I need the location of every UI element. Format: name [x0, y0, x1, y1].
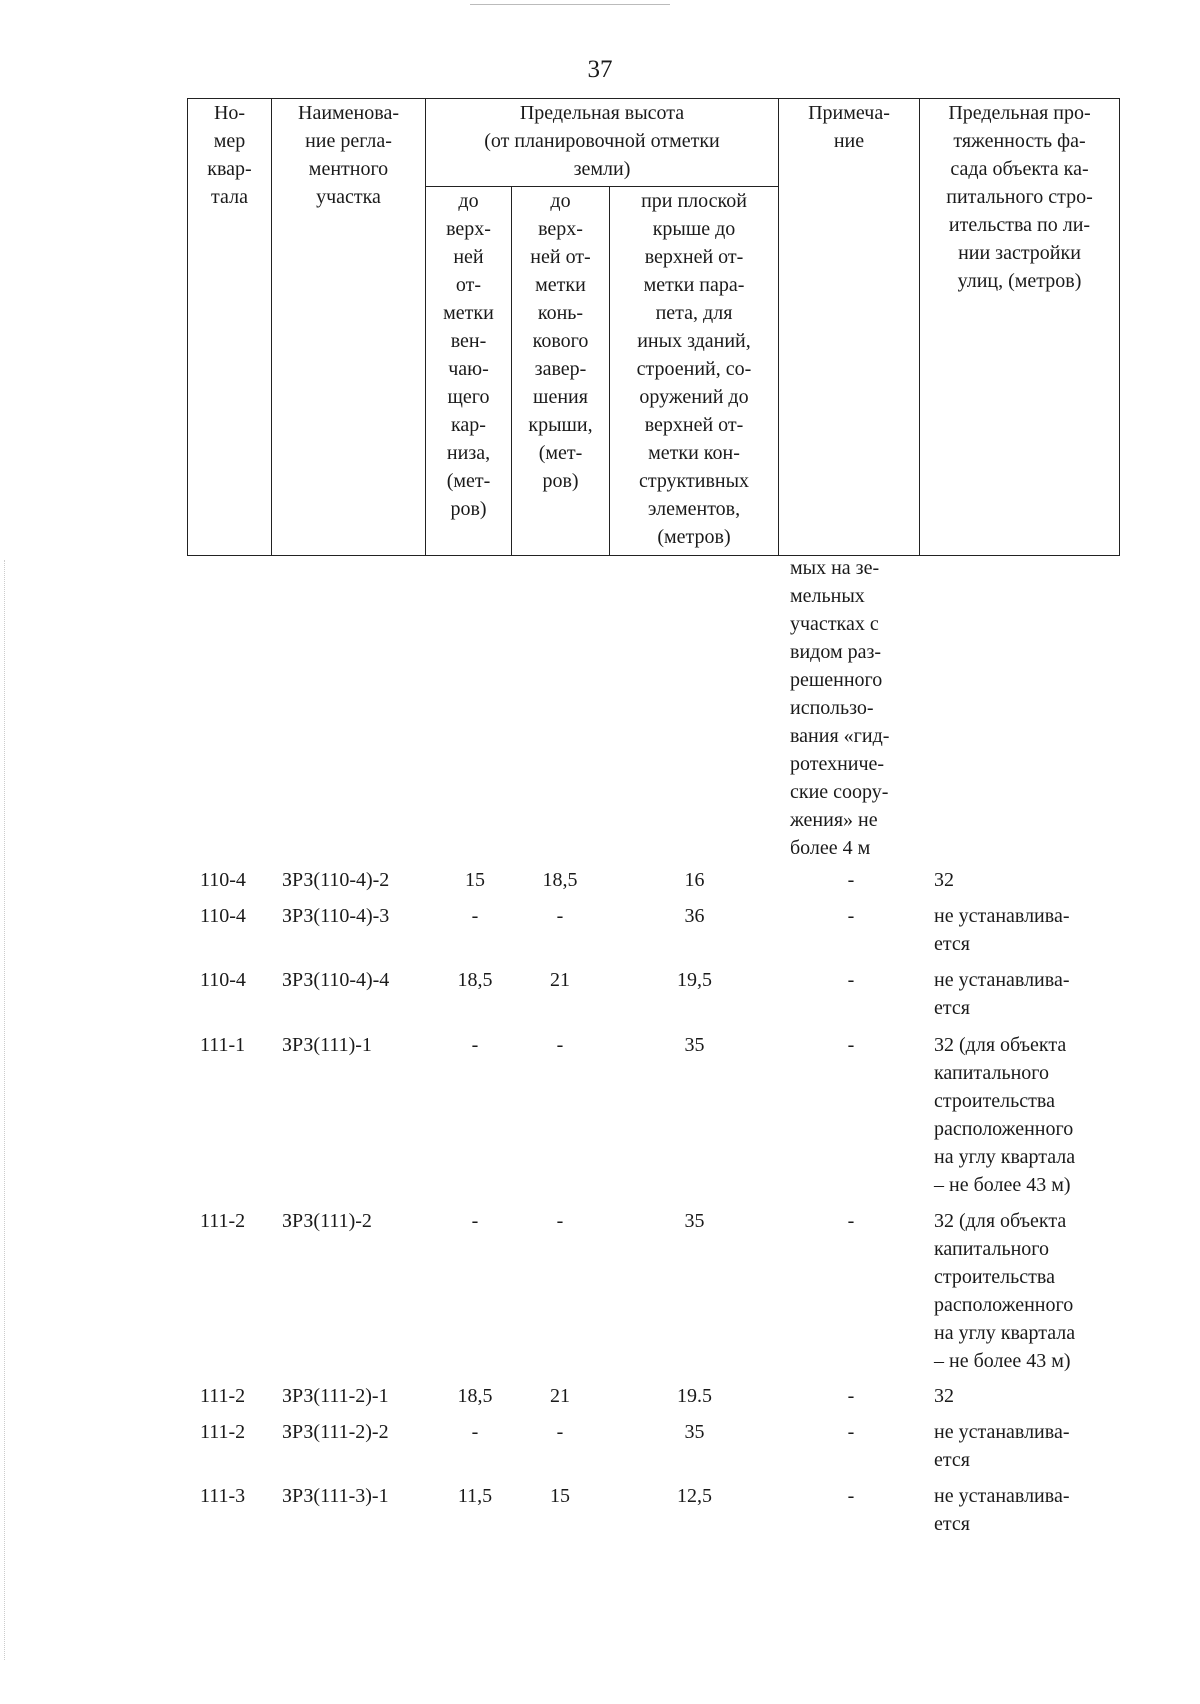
- table-row: [0, 1031, 1200, 1207]
- page-number: 37: [587, 56, 613, 83]
- cell-note: -: [847, 969, 855, 991]
- header-height-flat-roof: при плоской крыше до верхней от- метки пара- пета, для иных зданий, строений, со- оружений до верхней от- метки кон- структивных элементов, (метров): [610, 187, 779, 556]
- cell-note: -: [847, 905, 855, 927]
- cell-quarter: 110-4: [200, 905, 246, 927]
- cell-note: -: [847, 1421, 855, 1443]
- cell-facade: не устанавлива- ется: [934, 969, 1070, 1019]
- table-header: [187, 98, 1120, 556]
- header-height-ridge: до верх- ней от- метки конь- кового завер- шения крыши, (мет- ров): [512, 187, 610, 556]
- cell-zone: ЗРЗ(111)-2: [282, 1210, 372, 1232]
- cell-height-flat: 19,5: [677, 969, 712, 991]
- cell-facade: 32 (для объекта капитального строительства расположенного на углу квартала – не более 43 м): [934, 1034, 1076, 1196]
- table-row: [0, 866, 1200, 902]
- cell-height-cornice: 18,5: [457, 969, 493, 991]
- table-body: [0, 866, 1200, 1546]
- cell-zone: ЗРЗ(111)-1: [282, 1034, 372, 1056]
- cell-height-cornice: 11,5: [457, 1485, 493, 1507]
- cell-height-flat: 16: [684, 869, 705, 891]
- cell-height-ridge: -: [556, 905, 564, 927]
- cell-note: -: [847, 1034, 855, 1056]
- cell-quarter: 111-2: [200, 1210, 246, 1232]
- cell-height-cornice: -: [471, 1034, 479, 1056]
- cell-height-cornice: 15: [465, 869, 485, 891]
- header-height-cornice: до верх- ней от- метки вен- чаю- щего кар- низа, (мет- ров): [426, 187, 512, 556]
- cell-zone: ЗРЗ(110-4)-2: [282, 869, 390, 891]
- cell-facade: не устанавлива- ется: [934, 1421, 1070, 1471]
- cell-height-ridge: -: [556, 1421, 564, 1443]
- cell-quarter: 111-2: [200, 1385, 246, 1407]
- cell-zone: ЗРЗ(111-3)-1: [282, 1485, 389, 1507]
- cell-height-ridge: 21: [550, 1385, 570, 1407]
- cell-zone: ЗРЗ(110-4)-4: [282, 969, 390, 991]
- header-site-name: Наименова- ние регла- ментного участка: [272, 99, 426, 556]
- cell-height-ridge: 15: [550, 1485, 570, 1507]
- cell-height-cornice: -: [471, 1421, 479, 1443]
- cell-zone: ЗРЗ(111-2)-1: [282, 1385, 389, 1407]
- cell-height-flat: 19.5: [677, 1385, 712, 1407]
- cell-quarter: 111-1: [200, 1034, 246, 1056]
- cell-height-ridge: -: [556, 1034, 564, 1056]
- cell-facade: 32: [934, 869, 954, 891]
- table-row: [0, 966, 1200, 1031]
- cell-height-flat: 12,5: [677, 1485, 712, 1507]
- cell-note: -: [847, 869, 855, 891]
- cell-height-cornice: 18,5: [457, 1385, 493, 1407]
- cell-zone: ЗРЗ(110-4)-3: [282, 905, 390, 927]
- cell-facade: 32 (для объекта капитального строительства расположенного на углу квартала – не более 43 м): [934, 1210, 1076, 1372]
- cell-height-ridge: 21: [550, 969, 570, 991]
- table-row: [0, 1207, 1200, 1382]
- continued-note-text: мых на зе- мельных участках с видом раз- решенного использо- вания «гид- ротехниче- ские соору- жения» не более 4 м: [790, 557, 890, 859]
- cell-zone: ЗРЗ(111-2)-2: [282, 1421, 389, 1443]
- table-row: [0, 1382, 1200, 1418]
- cell-quarter: 111-3: [200, 1485, 246, 1507]
- cell-height-ridge: 18,5: [542, 869, 578, 891]
- cell-facade: не устанавлива- ется: [934, 1485, 1070, 1535]
- cell-note: -: [847, 1210, 855, 1232]
- cell-height-flat: 35: [684, 1210, 705, 1232]
- cell-height-ridge: -: [556, 1210, 564, 1232]
- cell-height-cornice: -: [471, 1210, 479, 1232]
- cell-facade: не устанавлива- ется: [934, 905, 1070, 955]
- table-row: [0, 1482, 1200, 1546]
- cell-height-flat: 35: [684, 1421, 705, 1443]
- table-row: [0, 902, 1200, 966]
- cell-facade: 32: [934, 1385, 954, 1407]
- cell-quarter: 111-2: [200, 1421, 246, 1443]
- cell-quarter: 110-4: [200, 869, 246, 891]
- cell-note: -: [847, 1485, 855, 1507]
- cell-quarter: 110-4: [200, 969, 246, 991]
- cell-height-flat: 36: [684, 905, 705, 927]
- cell-height-flat: 35: [684, 1034, 705, 1056]
- header-quarter-number: Но- мер квар- тала: [188, 99, 272, 556]
- header-facade-length: Предельная про- тяженность фа- сада объекта ка- питального стро- ительства по ли- нии застройки улиц, (метров): [920, 99, 1120, 556]
- header-note: Примеча- ние: [779, 99, 920, 556]
- table-row: [0, 1418, 1200, 1482]
- header-height-limit: Предельная высота (от планировочной отметки земли): [426, 99, 779, 187]
- cell-note: -: [847, 1385, 855, 1407]
- scan-edge-line: [470, 4, 670, 5]
- cell-height-cornice: -: [471, 905, 479, 927]
